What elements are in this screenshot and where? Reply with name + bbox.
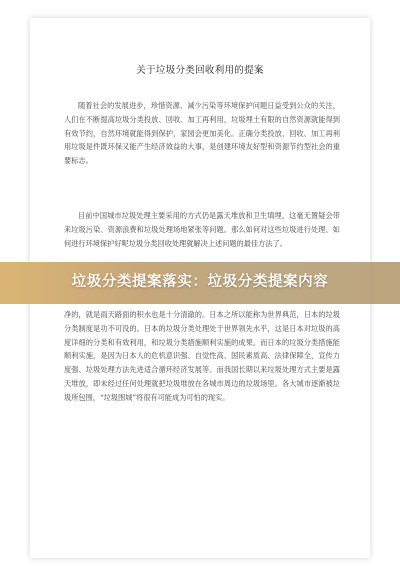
paragraph-current-situation: 目前中国城市垃圾处理主要采用的方式仍是露天堆放和卫生填埋，这毫无置疑会带来垃圾污染、资源浪费和垃圾处理场地紧张等问题。那么如何对这些垃圾进行处理、如何进行环境保护好呢垃圾分类回收处理就解决上述问题的最佳方法了。 (64, 211, 340, 248)
paragraph-japan-example: 净的，就是雨天路面的积水也是十分清澈的。日本之所以能称为世界典范，日本的垃圾分类制度是功不可没的。日本的垃圾分类处理处于世界领先水平，这是日本对垃圾的高度详细的分类和有效利用，和垃圾分类措施顺利实施的成果。而日本的垃圾分类措施能顺利实施，是因为日本人的危机意识强、自觉性高、国民素质高、法律保障全，宣传力度强、垃圾处理方法先进适合循环经济发展等。而我国长期以来垃圾处理方式主要是露天堆放，即未经过任何处理就把垃圾堆放在各城市周边的垃圾场里。各大城市逐渐被垃圾所包围，“垃圾围城”将很有可能成为可怕的现实。 (64, 310, 340, 402)
document-title: 关于垃圾分类回收利用的提案 (136, 65, 264, 76)
paragraph-intro: 随着社会的发展进步，珍惜资源、减少污染等环境保护问题日益受到公众的关注，人们在不断提高垃圾分类投放、回收、加工再利用，垃圾埋土有限的自然资源就能得到有效节约，自然环境就能得到保护，家园会更加美化。正确分类投放、回收、加工再利用垃圾是件既环保又能产生经济效益的大事，是创建环境友好型和资源节约型社会的重要标志。 (64, 101, 340, 166)
banner-title: 垃圾分类提案落实：垃圾分类提案内容 (71, 274, 329, 290)
